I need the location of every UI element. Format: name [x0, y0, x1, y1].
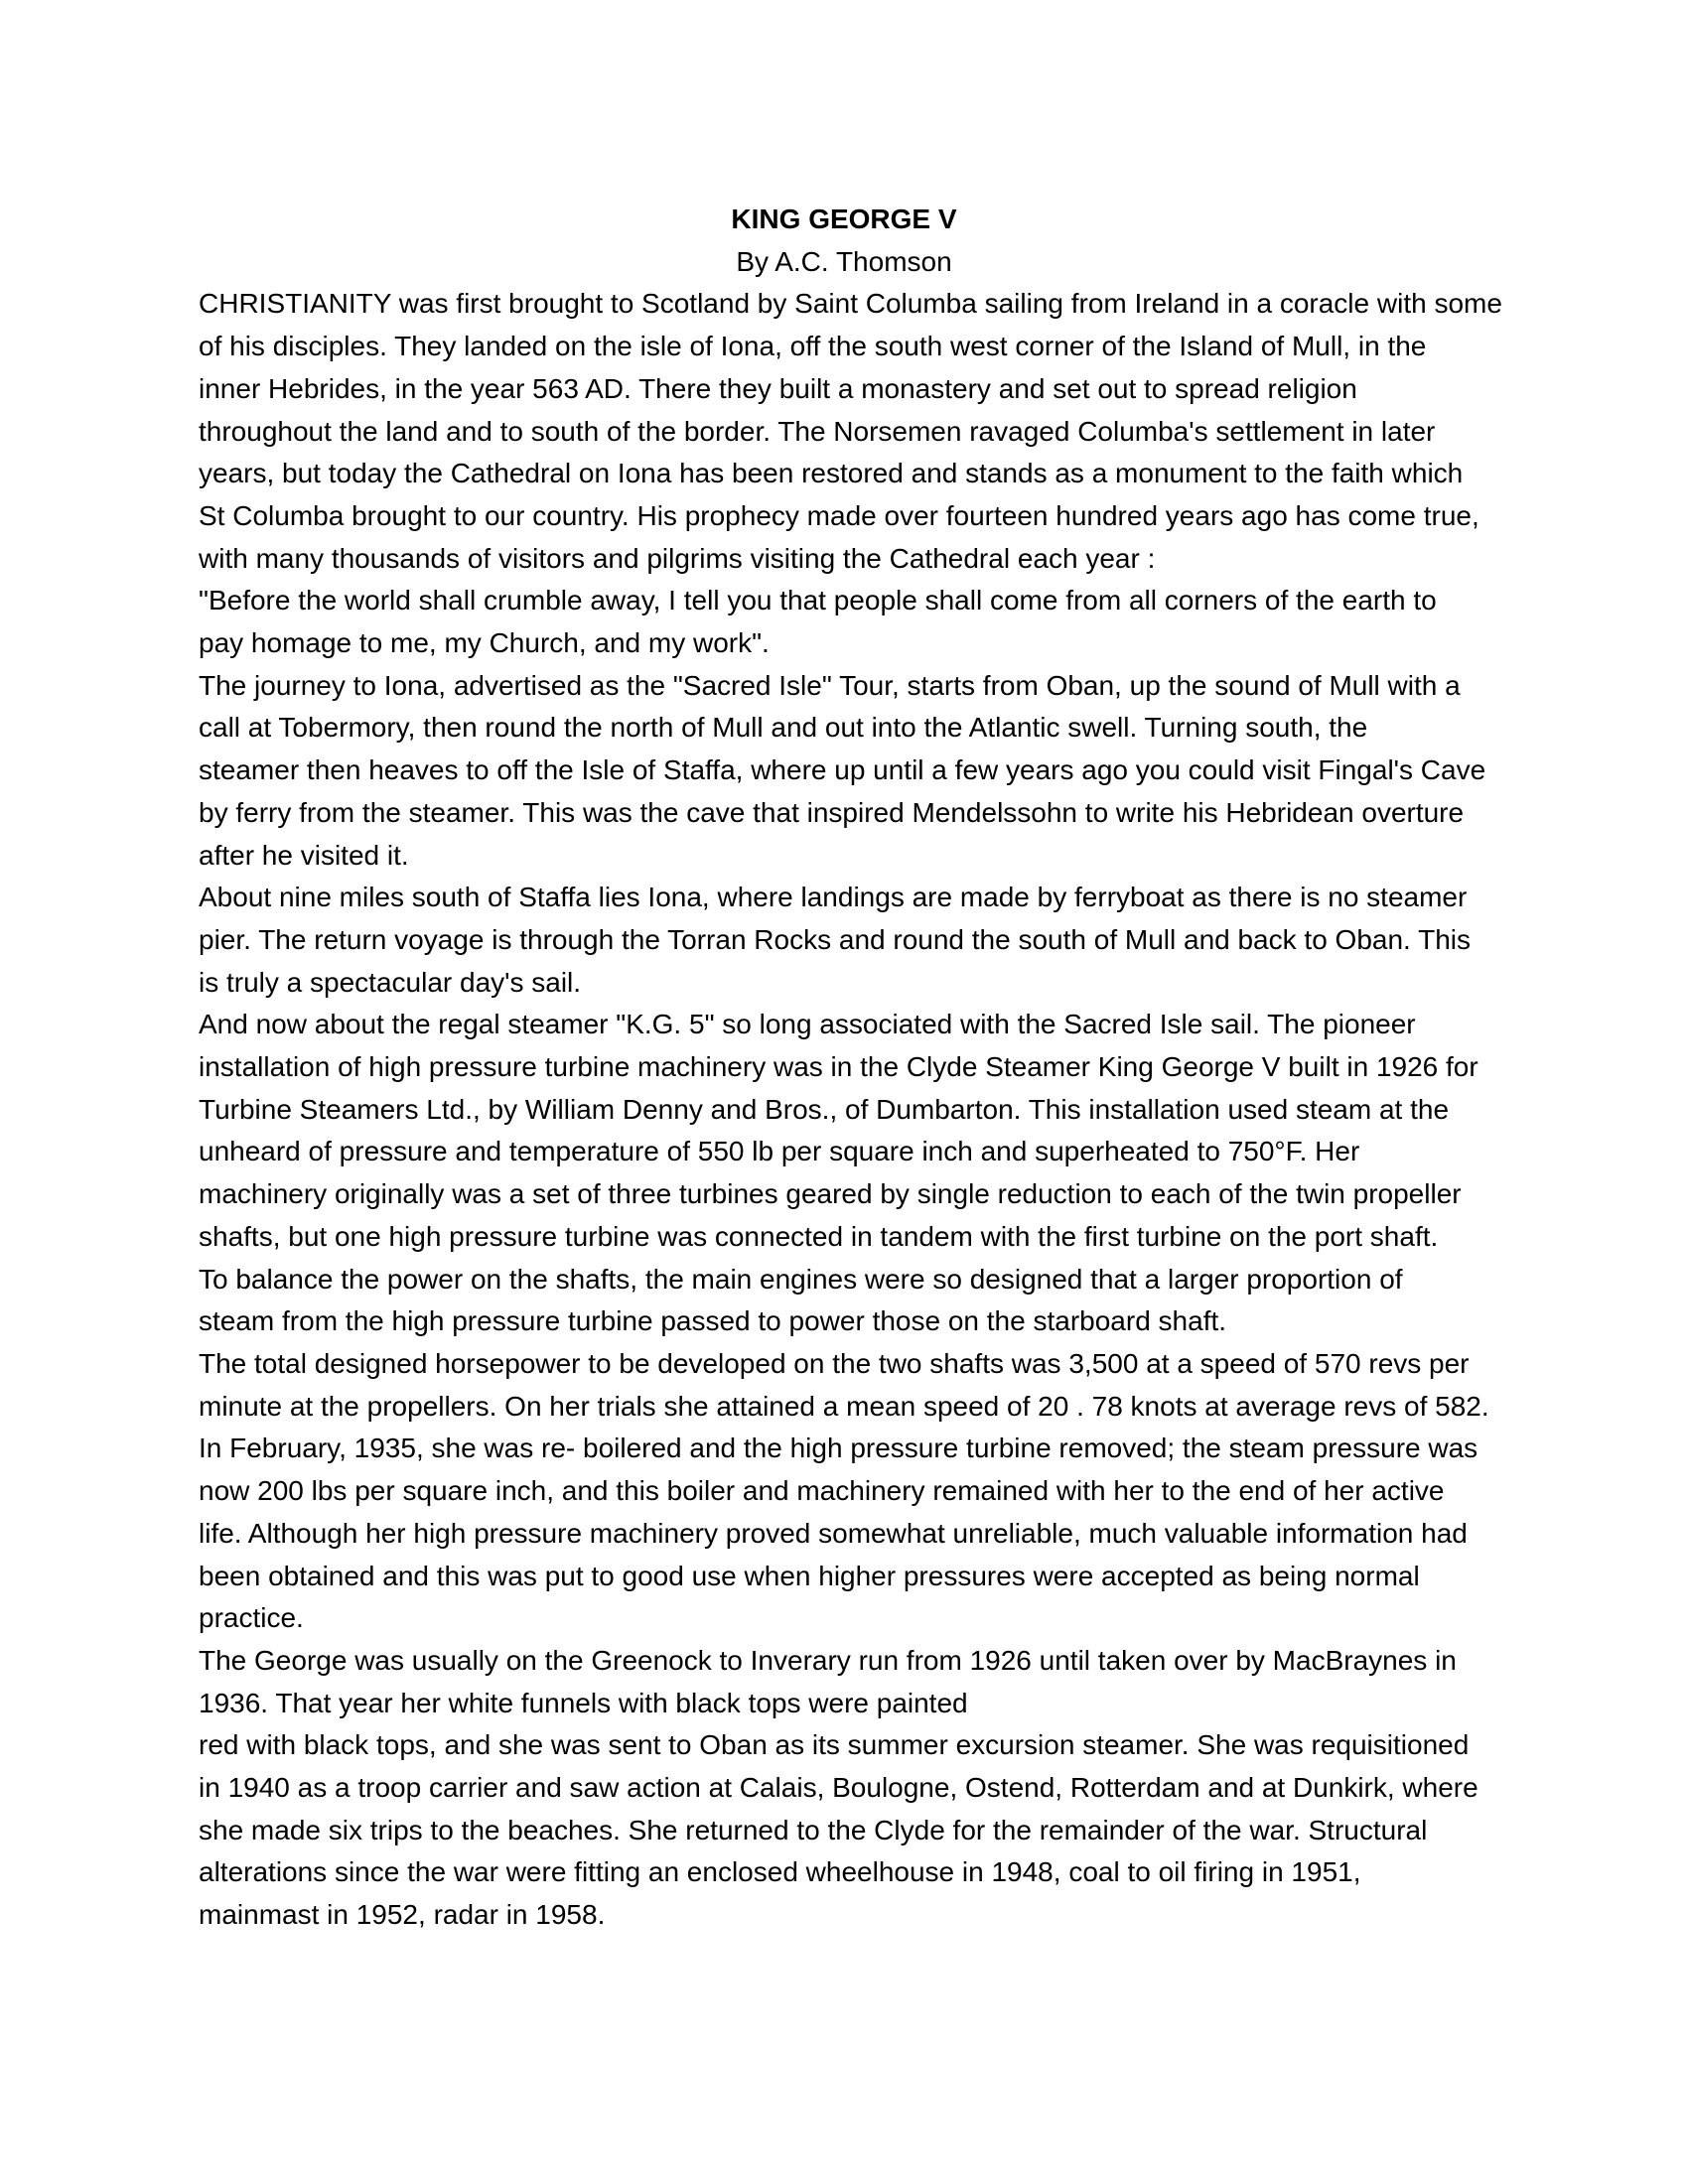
body-paragraph: [199, 1004, 1489, 1343]
paragraph-line: installation of high pressure turbine machinery was in the Clyde Steamer King George V built in 1926 for: [199, 1051, 1478, 1083]
body-paragraph: [199, 1343, 1489, 1640]
paragraph-line: Turbine Steamers Ltd., by William Denny and Bros., of Dumbarton. This installation used steam at the: [199, 1093, 1450, 1125]
paragraph-line: pay homage to me, my Church, and my work".: [199, 627, 770, 659]
paragraph-line: life. Although her high pressure machinery proved somewhat unreliable, much valuable information had: [199, 1517, 1468, 1549]
paragraph-line: About nine miles south of Staffa lies Iona, where landings are made by ferryboat as there is no steamer: [199, 882, 1468, 913]
paragraph-line: pier. The return voyage is through the Torran Rocks and round the south of Mull and back to Oban. This: [199, 923, 1471, 955]
paragraph-line: with many thousands of visitors and pilgrims visiting the Cathedral each year :: [199, 542, 1156, 574]
paragraph-line: now 200 lbs per square inch, and this boiler and machinery remained with her to the end of her active: [199, 1475, 1445, 1507]
paragraph-line: call at Tobermory, then round the north of Mull and out into the Atlantic swell. Turning south, the: [199, 712, 1368, 744]
paragraph-line: To balance the power on the shafts, the main engines were so designed that a larger proportion of: [199, 1263, 1403, 1295]
paragraph-line: In February, 1935, she was re- boilered and the high pressure turbine removed; the steam pressure was: [199, 1433, 1478, 1464]
paragraph-line: red with black tops, and she was sent to Oban as its summer excursion steamer. She was requisitioned: [199, 1729, 1470, 1761]
paragraph-line: The total designed horsepower to be developed on the two shafts was 3,500 at a speed of 570 revs per: [199, 1347, 1470, 1379]
paragraph-line: by ferry from the steamer. This was the cave that inspired Mendelssohn to write his Hebridean overture: [199, 796, 1465, 828]
paragraph-line: years, but today the Cathedral on Iona has been restored and stands as a monument to the faith which: [199, 458, 1464, 489]
body-paragraph: [199, 580, 1489, 664]
paragraph-line: been obtained and this was put to good use when higher pressures were accepted as being normal: [199, 1560, 1420, 1591]
paragraph-line: The George was usually on the Greenock to Inverary run from 1926 until taken over by MacBraynes in: [199, 1644, 1457, 1676]
body-paragraph: [199, 283, 1502, 580]
body-paragraph: [199, 877, 1489, 1004]
paragraph-line: practice.: [199, 1602, 304, 1634]
paragraph-container: [199, 283, 1502, 1936]
author-byline: By A.C. Thomson: [736, 245, 952, 277]
paragraph-line: steamer then heaves to off the Isle of Staffa, where up until a few years ago you could visit Fingal's Cave: [199, 754, 1486, 786]
paragraph-line: inner Hebrides, in the year 563 AD. There they built a monastery and set out to spread religion: [199, 372, 1357, 404]
article-body: [199, 199, 1502, 1937]
paragraph-line: of his disciples. They landed on the isle of Iona, off the south west corner of the Island of Mull, in the: [199, 331, 1427, 362]
paragraph-line: mainmast in 1952, radar in 1958.: [199, 1899, 606, 1931]
document-title: KING GEORGE V: [731, 204, 957, 234]
paragraph-line: steam from the high pressure turbine passed to power those on the starboard shaft.: [199, 1305, 1227, 1337]
paragraph-line: 1936. That year her white funnels with black tops were painted: [199, 1687, 968, 1718]
paragraph-line: minute at the propellers. On her trials she attained a mean speed of 20 . 78 knots at average revs of 582.: [199, 1390, 1489, 1422]
paragraph-line: throughout the land and to south of the border. The Norsemen ravaged Columba's settlement in later: [199, 415, 1436, 447]
body-paragraph: [199, 1640, 1489, 1724]
paragraph-line: St Columba brought to our country. His prophecy made over fourteen hundred years ago has come true,: [199, 499, 1479, 531]
paragraph-line: "Before the world shall crumble away, I tell you that people shall come from all corners of the earth to: [199, 585, 1437, 616]
body-paragraph: [199, 665, 1489, 878]
paragraph-line: after he visited it.: [199, 839, 409, 871]
paragraph-line: she made six trips to the beaches. She returned to the Clyde for the remainder of the war. Structural: [199, 1814, 1428, 1845]
paragraph-line: The journey to Iona, advertised as the "Sacred Isle" Tour, starts from Oban, up the sound of Mull with a: [199, 669, 1461, 701]
paragraph-line: unheard of pressure and temperature of 550 lb per square inch and superheated to 750°F. Her: [199, 1136, 1360, 1167]
paragraph-line: alterations since the war were fitting an enclosed wheelhouse in 1948, coal to oil firing in 1951,: [199, 1856, 1361, 1888]
paragraph-line: CHRISTIANITY was first brought to Scotland by Saint Columba sailing from Ireland in a coracle with some: [199, 288, 1502, 320]
paragraph-line: And now about the regal steamer "K.G. 5" so long associated with the Sacred Isle sail. The pioneer: [199, 1009, 1416, 1040]
paragraph-line: is truly a spectacular day's sail.: [199, 966, 582, 998]
body-paragraph: [199, 1724, 1489, 1937]
paragraph-line: in 1940 as a troop carrier and saw action at Calais, Boulogne, Ostend, Rotterdam and at Dunkirk, where: [199, 1772, 1478, 1804]
paragraph-line: shafts, but one high pressure turbine was connected in tandem with the first turbine on the port shaft.: [199, 1220, 1439, 1252]
paragraph-line: machinery originally was a set of three turbines geared by single reduction to each of the twin propeller: [199, 1178, 1462, 1210]
